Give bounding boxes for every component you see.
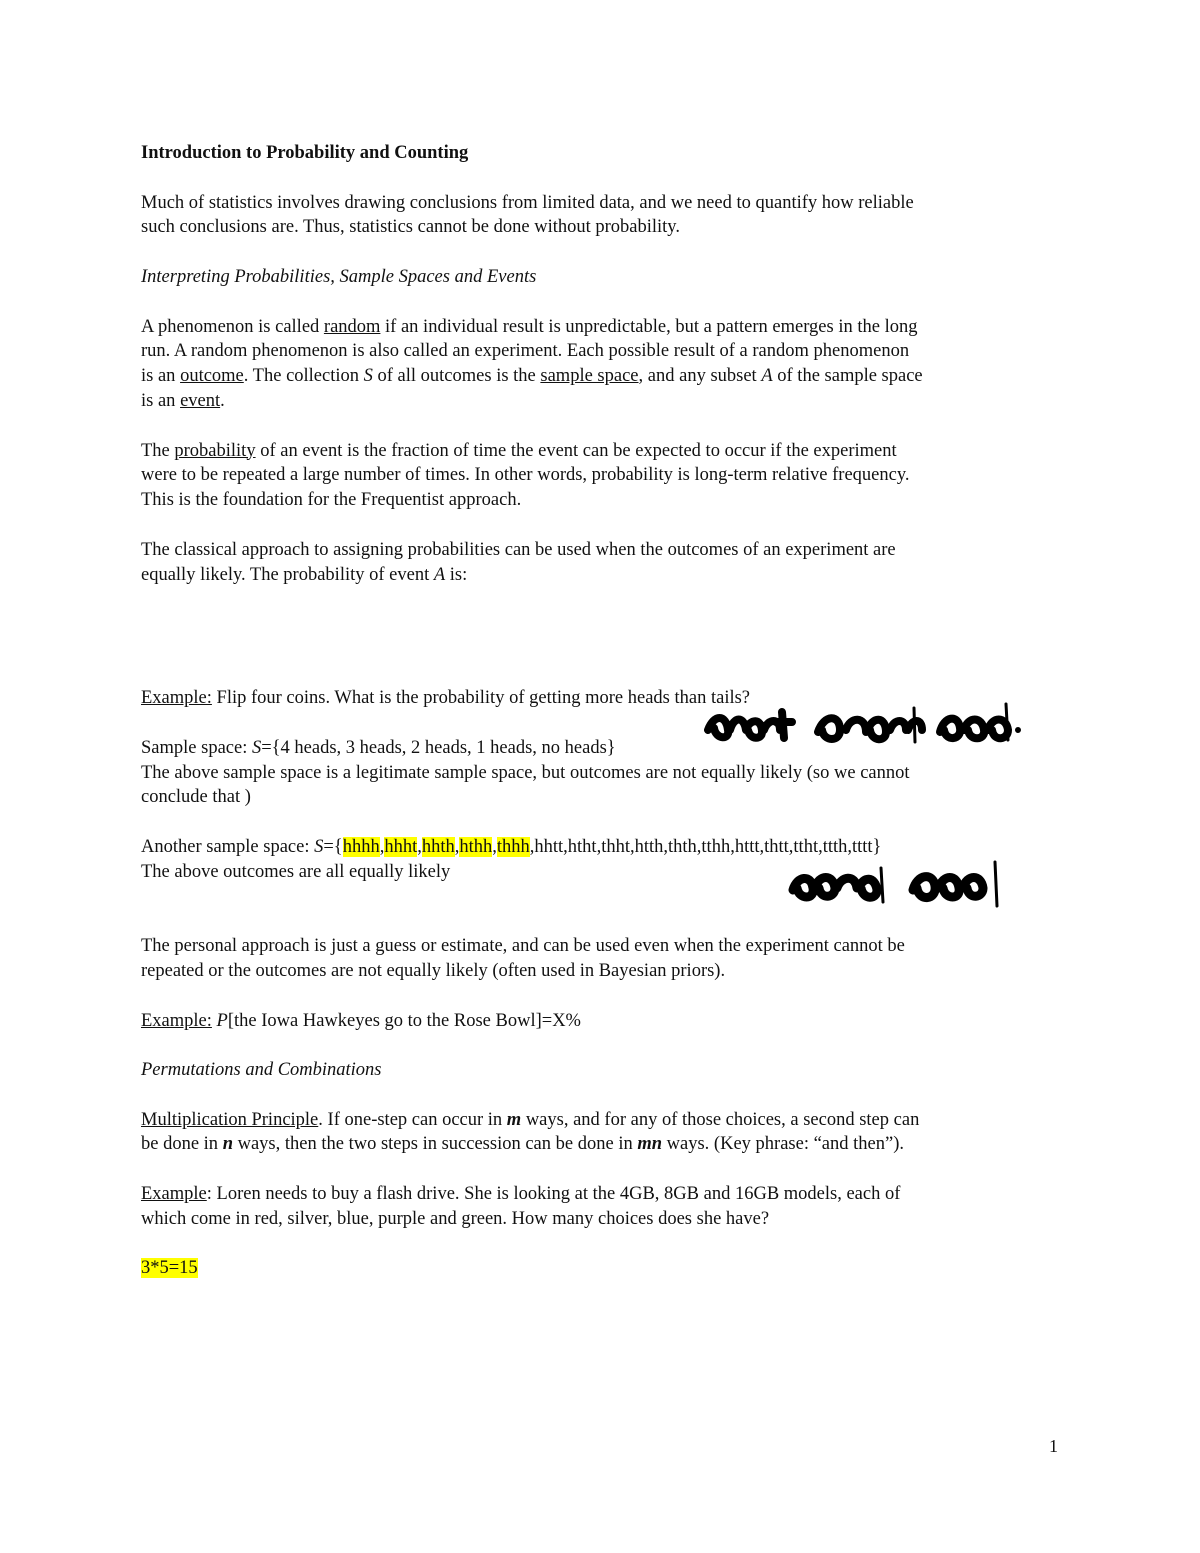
symbol-n: n xyxy=(222,1134,233,1155)
example-hawkeyes xyxy=(141,1009,1066,1034)
probability-definition-paragraph xyxy=(141,439,1066,513)
multiplication-principle-paragraph xyxy=(141,1108,1066,1158)
symbol-a: A xyxy=(433,564,446,585)
highlighted-outcome: hhhh xyxy=(342,836,380,857)
section-heading-interpreting: Interpreting Probabilities, Sample Spaces and Events xyxy=(141,266,537,287)
answer-paragraph xyxy=(141,1256,1066,1281)
page-number: 1 xyxy=(1049,1436,1058,1456)
document-title: Introduction to Probability and Counting xyxy=(141,143,469,163)
text-run: , xyxy=(492,836,497,857)
text-run: The personal approach is just a guess or estimate, and can be used even when the experiment cannot be xyxy=(141,936,905,957)
text-run: is an xyxy=(141,390,181,411)
text-run: . xyxy=(220,390,225,411)
text-run: . The collection xyxy=(243,366,364,387)
text-run: ={4 heads, 3 heads, 2 heads, 1 heads, no heads} xyxy=(261,737,616,758)
term-random: random xyxy=(323,316,381,337)
highlighted-outcome: hthh xyxy=(459,836,493,857)
text-run: . If one-step can occur in xyxy=(318,1109,507,1130)
text-run: of an event is the fraction of time the event can be expected to occur if the experiment xyxy=(255,440,897,461)
text-run: , xyxy=(379,836,385,857)
highlighted-outcome: hhth xyxy=(421,836,455,857)
highlighted-outcome: hhht xyxy=(384,836,418,857)
example-flash-drive xyxy=(141,1182,1066,1232)
text-run: The above sample space is a legitimate sample space, but outcomes are not equally likely (so we cannot xyxy=(141,762,910,783)
text-run: : Loren needs to buy a flash drive. She is looking at the 4GB, 8GB and 16GB models, each of xyxy=(206,1184,901,1205)
intro-paragraph xyxy=(141,191,1066,241)
random-definition-paragraph xyxy=(141,315,1066,414)
text-run: if an individual result is unpredictable, but a pattern emerges in the long xyxy=(380,316,918,337)
text-run: , xyxy=(529,836,535,857)
symbol-s: S xyxy=(251,737,262,758)
text-run: is an xyxy=(141,366,181,387)
text-line: such conclusions are. Thus, statistics cannot be done without probability. xyxy=(141,217,680,238)
text-run: repeated or the outcomes are not equally likely (often used in Bayesian priors). xyxy=(141,960,726,981)
symbol-s: S xyxy=(363,366,373,387)
text-run: hhtt,htht,thht,htth,thth,tthh,httt,thtt,ttht,ttth,tttt} xyxy=(534,836,882,857)
text-run: ways, then the two steps in succession can be done in xyxy=(232,1134,638,1155)
highlighted-outcome: thhh xyxy=(496,836,530,857)
formula-blank-space xyxy=(141,587,1066,661)
highlighted-answer: 3*5=15 xyxy=(141,1258,198,1279)
term-outcome: outcome xyxy=(180,366,244,387)
symbol-p: P xyxy=(216,1010,228,1031)
text-run: Flip four coins. What is the probability of getting more heads than tails? xyxy=(211,688,751,709)
text-run: ways. (Key phrase: “and then”). xyxy=(662,1134,904,1155)
text-run: [the Iowa Hawkeyes go to the Rose Bowl]=X% xyxy=(227,1010,581,1031)
text-run: Another sample space: xyxy=(141,836,315,857)
text-run: which come in red, silver, blue, purple and green. How many choices does she have? xyxy=(141,1208,770,1229)
symbol-a: A xyxy=(761,366,773,387)
handwritten-scribble-1 xyxy=(700,700,1040,750)
term-sample-space: sample space xyxy=(540,366,639,387)
text-run: , xyxy=(417,836,422,857)
text-run: , and any subset xyxy=(638,366,762,387)
text-run: The above outcomes are all equally likely xyxy=(141,861,451,882)
text-run: This is the foundation for the Frequentist approach. xyxy=(141,490,522,511)
text-run: ways, and for any of those choices, a second step can xyxy=(521,1109,920,1130)
text-run: The xyxy=(141,440,175,461)
text-run: Sample space: xyxy=(141,737,252,758)
text-run: is: xyxy=(445,564,468,585)
text-run: be done in xyxy=(141,1134,223,1155)
text-run: ={ xyxy=(323,836,343,857)
classical-approach-paragraph xyxy=(141,538,1066,588)
symbol-s: S xyxy=(314,836,324,857)
symbol-m: m xyxy=(506,1109,522,1130)
example-label: Example: xyxy=(141,688,212,709)
text-run: run. A random phenomenon is also called an experiment. Each possible result of a random phenomenon xyxy=(141,341,910,362)
symbol-mn: mn xyxy=(637,1134,663,1155)
term-probability: probability xyxy=(174,440,256,461)
text-run: conclude that ) xyxy=(141,787,251,808)
text-run: A phenomenon is called xyxy=(141,316,324,337)
text-run: were to be repeated a large number of times. In other words, probability is long-term relative frequency. xyxy=(141,465,910,486)
section-heading-permutations: Permutations and Combinations xyxy=(141,1060,382,1081)
personal-approach-paragraph xyxy=(141,934,1066,984)
term-multiplication-principle: Multiplication Principle xyxy=(141,1109,319,1130)
term-event: event xyxy=(180,390,221,411)
text-run: The classical approach to assigning probabilities can be used when the outcomes of an experiment are xyxy=(141,539,896,560)
example-label: Example xyxy=(141,1184,207,1205)
example-label: Example: xyxy=(141,1010,212,1031)
text-run: of the sample space xyxy=(772,366,923,387)
text-run: equally likely. The probability of event xyxy=(141,564,434,585)
text-line: Much of statistics involves drawing conclusions from limited data, and we need to quantify how reliable xyxy=(141,192,914,213)
handwritten-scribble-2 xyxy=(785,858,1010,910)
text-run: of all outcomes is the xyxy=(372,366,541,387)
text-run: , xyxy=(454,836,460,857)
